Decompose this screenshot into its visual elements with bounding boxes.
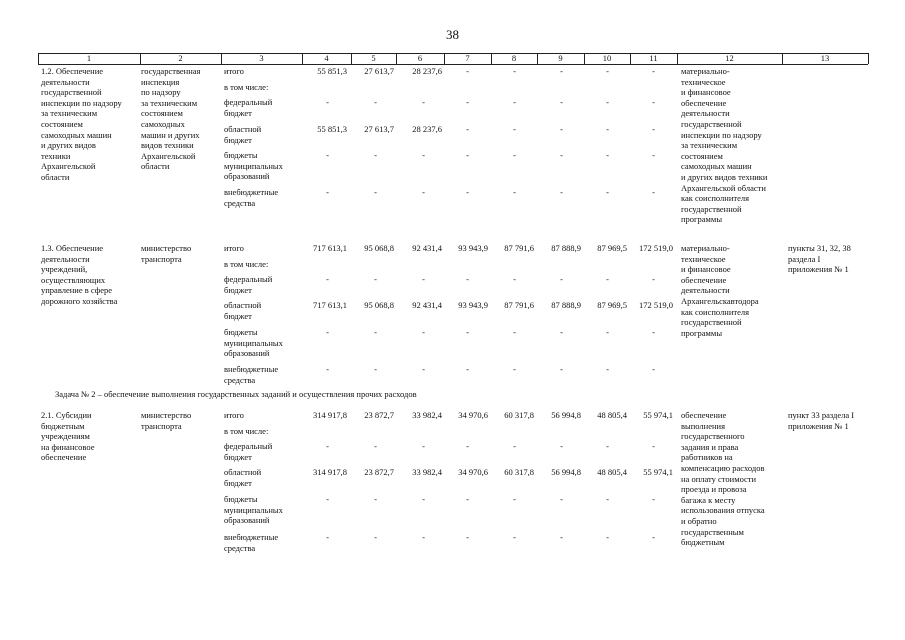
row-label-total: итого bbox=[224, 410, 244, 420]
empty-cell: - bbox=[374, 150, 377, 160]
empty-cell: - bbox=[513, 364, 516, 374]
amount-cell: 95 068,8 bbox=[364, 243, 394, 253]
amount-cell: 92 431,4 bbox=[412, 300, 442, 310]
empty-cell: - bbox=[560, 364, 563, 374]
responsible-executor: министерство транспорта bbox=[141, 243, 192, 264]
amount-cell: 23 872,7 bbox=[364, 410, 394, 420]
empty-cell: - bbox=[326, 97, 329, 107]
header-bottom-rule bbox=[38, 64, 868, 65]
empty-cell: - bbox=[422, 97, 425, 107]
amount-cell: 172 519,0 bbox=[639, 243, 673, 253]
empty-cell: - bbox=[422, 187, 425, 197]
empty-cell: - bbox=[606, 327, 609, 337]
empty-cell: - bbox=[606, 441, 609, 451]
row-label-municipal: бюджеты муниципальных образований bbox=[224, 327, 283, 359]
row-label-federal: федеральный бюджет bbox=[224, 274, 273, 295]
empty-cell: - bbox=[326, 364, 329, 374]
empty-cell: - bbox=[326, 494, 329, 504]
amount-cell: - bbox=[560, 66, 563, 76]
empty-cell: - bbox=[560, 532, 563, 542]
header-col-7: 7 bbox=[465, 53, 470, 63]
amount-cell: 55 851,3 bbox=[317, 124, 347, 134]
empty-cell: - bbox=[606, 364, 609, 374]
expected-result: обеспечение выполнения государственного задания и права работников на компенсацию расходов на оплату стоимости проезда и провоза багажа к месту использования отпуска и обратно государственным бюджетным bbox=[681, 410, 765, 548]
empty-cell: - bbox=[652, 97, 655, 107]
empty-cell: - bbox=[652, 532, 655, 542]
amount-cell: 87 791,6 bbox=[504, 300, 534, 310]
empty-cell: - bbox=[422, 327, 425, 337]
empty-cell: - bbox=[513, 97, 516, 107]
row-label-regional: областной бюджет bbox=[224, 467, 262, 488]
empty-cell: - bbox=[560, 327, 563, 337]
header-col-1: 1 bbox=[86, 53, 92, 63]
empty-cell: - bbox=[374, 532, 377, 542]
empty-cell: - bbox=[652, 274, 655, 284]
empty-cell: - bbox=[560, 441, 563, 451]
task-heading: Задача № 2 – обеспечение выполнения государственных заданий и осуществления прочих расходов bbox=[55, 389, 417, 399]
amount-cell: 87 791,6 bbox=[504, 243, 534, 253]
amount-cell: 87 888,9 bbox=[551, 300, 581, 310]
amount-cell: 27 613,7 bbox=[364, 124, 394, 134]
amount-cell: 717 613,1 bbox=[313, 300, 347, 310]
amount-cell: 87 969,5 bbox=[597, 243, 627, 253]
amount-cell: - bbox=[466, 66, 469, 76]
amount-cell: 28 237,6 bbox=[412, 66, 442, 76]
empty-cell: - bbox=[374, 97, 377, 107]
empty-cell: - bbox=[560, 97, 563, 107]
empty-cell: - bbox=[513, 274, 516, 284]
empty-cell: - bbox=[326, 441, 329, 451]
empty-cell: - bbox=[466, 532, 469, 542]
amount-cell: 34 970,6 bbox=[458, 467, 488, 477]
amount-cell: 55 974,1 bbox=[643, 410, 673, 420]
amount-cell: 172 519,0 bbox=[639, 300, 673, 310]
expected-result: материально- техническое и финансовое обеспечение деятельности государственной инспекции по надзору за техническим состоянием самоходных машин и других видов техники Архангельской области как соисполнителя государственной программы bbox=[681, 66, 768, 225]
amount-cell: 60 317,8 bbox=[504, 467, 534, 477]
empty-cell: - bbox=[606, 494, 609, 504]
empty-cell: - bbox=[466, 274, 469, 284]
amount-cell: 87 969,5 bbox=[597, 300, 627, 310]
empty-cell: - bbox=[422, 364, 425, 374]
amount-cell: - bbox=[513, 66, 516, 76]
empty-cell: - bbox=[422, 441, 425, 451]
empty-cell: - bbox=[466, 441, 469, 451]
empty-cell: - bbox=[513, 441, 516, 451]
empty-cell: - bbox=[513, 150, 516, 160]
row-label-extrabudgetary: внебюджетные средства bbox=[224, 364, 279, 385]
indicator-link: пункт 33 раздела I приложения № 1 bbox=[788, 410, 855, 431]
amount-cell: 60 317,8 bbox=[504, 410, 534, 420]
row-label-including: в том числе: bbox=[224, 259, 269, 269]
row-label-total: итого bbox=[224, 243, 244, 253]
amount-cell: 33 982,4 bbox=[412, 467, 442, 477]
empty-cell: - bbox=[652, 150, 655, 160]
amount-cell: 93 943,9 bbox=[458, 300, 488, 310]
amount-cell: 95 068,8 bbox=[364, 300, 394, 310]
empty-cell: - bbox=[606, 532, 609, 542]
empty-cell: - bbox=[466, 327, 469, 337]
empty-cell: - bbox=[374, 327, 377, 337]
amount-cell: 23 872,7 bbox=[364, 467, 394, 477]
amount-cell: 314 917,8 bbox=[313, 410, 347, 420]
header-col-11: 11 bbox=[649, 53, 658, 63]
empty-cell: - bbox=[560, 274, 563, 284]
amount-cell: - bbox=[560, 124, 563, 134]
row-label-federal: федеральный бюджет bbox=[224, 97, 273, 118]
empty-cell: - bbox=[374, 274, 377, 284]
empty-cell: - bbox=[513, 327, 516, 337]
empty-cell: - bbox=[606, 187, 609, 197]
amount-cell: 314 917,8 bbox=[313, 467, 347, 477]
amount-cell: 92 431,4 bbox=[412, 243, 442, 253]
row-label-municipal: бюджеты муниципальных образований bbox=[224, 494, 283, 526]
empty-cell: - bbox=[422, 274, 425, 284]
empty-cell: - bbox=[374, 441, 377, 451]
header-col-2: 2 bbox=[178, 53, 183, 63]
empty-cell: - bbox=[652, 494, 655, 504]
empty-cell: - bbox=[560, 187, 563, 197]
empty-cell: - bbox=[422, 532, 425, 542]
empty-cell: - bbox=[606, 97, 609, 107]
amount-cell: 56 994,8 bbox=[551, 410, 581, 420]
empty-cell: - bbox=[326, 274, 329, 284]
empty-cell: - bbox=[466, 97, 469, 107]
indicator-link: пункты 31, 32, 38 раздела I приложения № 1 bbox=[788, 243, 851, 275]
amount-cell: 34 970,6 bbox=[458, 410, 488, 420]
empty-cell: - bbox=[374, 364, 377, 374]
empty-cell: - bbox=[652, 327, 655, 337]
empty-cell: - bbox=[606, 274, 609, 284]
header-col-6: 6 bbox=[417, 53, 423, 63]
header-col-12: 12 bbox=[725, 53, 734, 63]
empty-cell: - bbox=[326, 150, 329, 160]
empty-cell: - bbox=[466, 364, 469, 374]
empty-cell: - bbox=[606, 150, 609, 160]
empty-cell: - bbox=[652, 441, 655, 451]
page-number: 38 bbox=[446, 27, 459, 42]
empty-cell: - bbox=[466, 150, 469, 160]
empty-cell: - bbox=[326, 327, 329, 337]
empty-cell: - bbox=[466, 494, 469, 504]
empty-cell: - bbox=[326, 187, 329, 197]
col-divider bbox=[868, 53, 869, 64]
header-col-4: 4 bbox=[324, 53, 329, 63]
amount-cell: 55 851,3 bbox=[317, 66, 347, 76]
row-label-municipal: бюджеты муниципальных образований bbox=[224, 150, 283, 182]
amount-cell: 56 994,8 bbox=[551, 467, 581, 477]
measure-title: 2.1. Субсидии бюджетным учреждениям на финансовое обеспечение bbox=[41, 410, 95, 463]
empty-cell: - bbox=[513, 187, 516, 197]
row-label-extrabudgetary: внебюджетные средства bbox=[224, 532, 279, 553]
empty-cell: - bbox=[560, 150, 563, 160]
measure-title: 1.3. Обеспечение деятельности учреждений, осуществляющих управление в сфере дорожного хозяйства bbox=[41, 243, 118, 306]
expected-result: материально- техническое и финансовое обеспечение деятельности Архангельскавтодора как соисполнителя государственной программы bbox=[681, 243, 759, 338]
row-label-total: итого bbox=[224, 66, 244, 76]
empty-cell: - bbox=[374, 494, 377, 504]
empty-cell: - bbox=[466, 187, 469, 197]
amount-cell: 48 805,4 bbox=[597, 467, 627, 477]
amount-cell: 87 888,9 bbox=[551, 243, 581, 253]
amount-cell: 33 982,4 bbox=[412, 410, 442, 420]
amount-cell: 93 943,9 bbox=[458, 243, 488, 253]
empty-cell: - bbox=[374, 187, 377, 197]
header-col-8: 8 bbox=[511, 53, 517, 63]
header-col-9: 9 bbox=[558, 53, 563, 63]
row-label-regional: областной бюджет bbox=[224, 300, 262, 321]
header-col-5: 5 bbox=[371, 53, 376, 63]
amount-cell: - bbox=[466, 124, 469, 134]
empty-cell: - bbox=[560, 494, 563, 504]
amount-cell: - bbox=[606, 66, 609, 76]
amount-cell: - bbox=[652, 124, 655, 134]
row-label-extrabudgetary: внебюджетные средства bbox=[224, 187, 279, 208]
empty-cell: - bbox=[652, 364, 655, 374]
empty-cell: - bbox=[422, 150, 425, 160]
amount-cell: 48 805,4 bbox=[597, 410, 627, 420]
empty-cell: - bbox=[513, 494, 516, 504]
amount-cell: 717 613,1 bbox=[313, 243, 347, 253]
amount-cell: - bbox=[652, 66, 655, 76]
row-label-including: в том числе: bbox=[224, 82, 269, 92]
row-label-federal: федеральный бюджет bbox=[224, 441, 273, 462]
empty-cell: - bbox=[422, 494, 425, 504]
row-label-regional: областной бюджет bbox=[224, 124, 262, 145]
responsible-executor: государственная инспекция по надзору за техническим состоянием самоходных машин и других видов техники Архангельской области bbox=[141, 66, 201, 172]
header-col-10: 10 bbox=[602, 53, 612, 63]
header-col-3: 3 bbox=[259, 53, 264, 63]
empty-cell: - bbox=[652, 187, 655, 197]
empty-cell: - bbox=[513, 532, 516, 542]
amount-cell: 28 237,6 bbox=[412, 124, 442, 134]
row-label-including: в том числе: bbox=[224, 426, 269, 436]
responsible-executor: министерство транспорта bbox=[141, 410, 192, 431]
empty-cell: - bbox=[326, 532, 329, 542]
amount-cell: 27 613,7 bbox=[364, 66, 394, 76]
header-col-13: 13 bbox=[820, 53, 830, 63]
amount-cell: 55 974,1 bbox=[643, 467, 673, 477]
amount-cell: - bbox=[513, 124, 516, 134]
amount-cell: - bbox=[606, 124, 609, 134]
measure-title: 1.2. Обеспечение деятельности государственной инспекции по надзору за техническим состоянием самоходных машин и других видов техники Архангельской области bbox=[41, 66, 122, 182]
